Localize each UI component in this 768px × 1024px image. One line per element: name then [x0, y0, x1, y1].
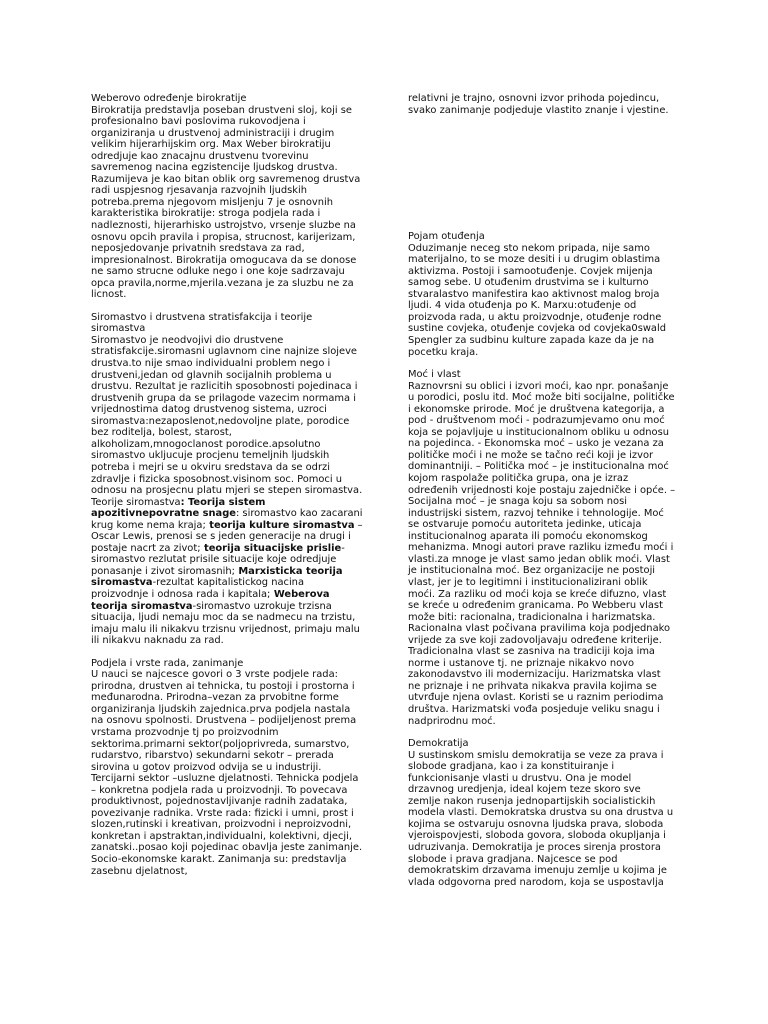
- theory-4-name: Marxisticka teorija siromastva: [91, 565, 343, 589]
- section-title-siromastvo: Siromastvo i drustvena stratisfakcija i teorije siromastva: [91, 311, 313, 335]
- section-body-moc-vlast: Raznovrsni su oblici i izvori moći, kao npr. ponašanje u porodici, poslu itd. Moć može biti socijalne, političke i ekonomske prirode. Moć je društvena kategorija, a pod - društvenom moći - podrazumjevamo onu moć koja se pojavljuje u institucionalnom obliku u odnosu na pojedinca. - Ekonomska moć – usko je vezana za političke moći i ne može se tačno reći koji je izvor dominantniji. – Politička moć – je institucionalna moć kojom raspolaže politička grupa, ona je izraz određenih vrijednosti koje postaju zajedničke i opće. – Socijalna moć – je snaga koju sa sobom nosi industrijski sistem, razvoj tehnike i tehnologije. Moć se ostvaruje pomoću autoriteta jedinke, uticaja institucionalnog aparata ili pomoću ekonomskog mehanizma. Mnogi autori prave razliku između moći i vlasti.za mnoge je vlast samo jedan oblik moći. Vlast je institucionalna moć. Bez organizacije ne postoji vlast, jer je to legitimni i institucionalizirani oblik moći. Za razliku od moći koja se kreće difuzno, vlast se kreće u određenim granicama. Po Webberu vlast može biti: racionalna, tradicionalna i harizmatska. Racionalna vlast počivana pravilima koja podjednako vrijede za sve koji zadovoljavaju određene kriterije. Tradicionalna vlast se zasniva na tradiciji koja ima norme i ustanove tj. ne priznaje nikakvo novo zakonodavstvo ili modernizaciju. Harizmatska vlast ne priznaje i ne prihvata nikakva pravila kojima se utvrđuje njena ovlast. Koristi se u raznim periodima društva. Harizmatski vođa posjeduje veliku snagu i nadprirodnu moć.: [408, 380, 676, 727]
- section-body-birokratija: Birokratija predstavlja poseban drustveni sloj, koji se profesionalno bavi poslovima rukovodjena i organiziranja u drustvenoj administraciji i drugim velikim hijerarhijskim org. Max Weber birokratiju odredjuje kao znacajnu drustvenu tvorevinu savremenog nacina egzistencije ljudskog drustva. Razumijeva je kao bitan oblik org savremenog drustva radi uspjesnog rjesavanja razvojnih ljudskih potreba.prema njegovom misljenju 7 je osnovnih karakteristika birokratije: stroga podjela rada i nadleznosti, hijerarhisko ustrojstvo, vrsenje sluzbe na osnovu opcih pravila i propisa, strucnost, karijerizam, neposjedovanje privatnih sredstava za rad, impresionalnost. Birokratija omogucava da se donose ne samo strucne odluke nego i one koje sadrzavaju opca pravila,norme,mjerila.vezana je za sluzbu ne za licnost.: [91, 104, 361, 301]
- section-siromastvo: [91, 312, 363, 647]
- theory-2-text: – Oscar Lewis, prenosi se s jeden generacije na drugi i postaje nacrt za zivot;: [91, 519, 363, 554]
- theory-3-text: -siromastvo rezlutat prisile situacije koje odredjuje ponasanje i zivot siromasnih;: [91, 542, 345, 577]
- section-title-otudjenje: Pojam otuđenja: [408, 231, 485, 243]
- theory-2-name: teorija kulture siromastva: [205, 519, 355, 531]
- left-column: [91, 93, 363, 877]
- theory-1-text: : siromastvo kao zacarani krug kome nema kraja;: [91, 508, 363, 531]
- section-body-demokratija: U sustinskom smislu demokratija se veze za prava i slobode gradjana, kao i za konstituiranje i funkcionisanje vlasti u drustvu. Ona je model drzavnog uredjenja, ideal kojem teze skoro sve zemlje nakon rusenja jednopartijskih socialistickih modela vlasti. Demokratska drustva su ona drustva u kojima se ostvaruju osnovna ljudska prava, sloboda vjeroispovjesti, sloboda govora, sloboda okupljanja i udruzivanja. Demokratija je proces sirenja prostora slobode i prava gradjana. Najcesce se pod demokratskim drzavama imenuju zemlje u kojima je vlada odgovorna pred narodom, koja se uspostavlja: [408, 749, 674, 888]
- theory-5-text: -siromastvo uzrokuje trzisna situacija, ljudi nemaju moc da se nadmecu na trzistu, imaju malu ili nikakvu trzisnu vrijednost, primaju malu ili nikakvu naknadu za rad.: [91, 600, 360, 647]
- continued-paragraph: relativni je trajno, osnovni izvor prihoda pojedincu, svako zanimanje podjeduje vlastito znanje i vjestine.: [408, 93, 669, 116]
- theory-5-name: Weberova teorija siromastva: [91, 588, 330, 612]
- right-column: [408, 93, 676, 888]
- theory-3-name: teorija situacijske prislie: [200, 542, 342, 554]
- section-title-podjela-rada: Podjela i vrste rada, zanimanje: [91, 657, 244, 669]
- section-title-demokratija: Demokratija: [408, 738, 469, 750]
- section-body-siromastvo: [91, 335, 363, 647]
- section-title-moc-vlast: Moć i vlast: [408, 369, 461, 381]
- section-body-otudjenje: Oduzimanje neceg sto nekom pripada, nije samo materijalno, to se moze desiti i u drugim oblastima aktivizma. Postoji i samootuđenje. Covjek mijenja samog sebe. U otuđenim drustvima se i kulturno stvaralastvo manifestira kao aktivnost malog broja ljudi. 4 vida otuđenja po K. Marxu:otuđenje od proizvoda rada, u aktu proizvodnje, otuđenje rodne sustine covjeka, otuđenje covjeka od covjeka0swald Spengler za sudbinu kulture zapada kaze da je na pocetku kraja.: [408, 242, 666, 358]
- siromastvo-intro: Siromastvo je neodvojivi dio drustvene stratisfakcije.siromasni uglavnom cine najnize slojeve drustva.to nije smao individualni problem nego i drustveni,jedan od glavnih socijalnih problema u drustvu. Rezultat je razlicitih sposobnosti pojedinaca i drustvenih grupa da se prilagode vazecim normama i vrijednostima datog drustvenog sistema, uzroci siromastva:nezaposlenot,nedovoljne plate, porodice bez roditelja, bolest, starost, alkoholizam,mnogoclanost porodice.apsolutno siromastvo ukljucuje procjenu temeljnih ljudskih potreba i mejri se u okviru sredstava da se odrzi zdravlje i fizicka sposobnost.visinom soc. Pomoci u odnosu na prosjecnu platu mjeri se stepen siromastva. Teorije siromastva: [91, 334, 363, 508]
- section-demokratija: [408, 738, 676, 888]
- section-podjela-rada: [91, 658, 363, 877]
- section-otudjenje: [408, 231, 676, 358]
- section-moc-vlast: [408, 369, 676, 727]
- section-title-birokratija: Weberovo određenje birokratije: [91, 93, 247, 104]
- section-body-podjela-rada: U nauci se najcesce govori o 3 vrste podjele rada: prirodna, drustven ai tehnicka, tu postoji i prostorna i međunarodna. Prirodna–vezan za prvobitne forme organiziranja ljudskih zajednica.prva podjela nastala na osnovu spolnosti. Drustvena – podijeljenost prema vrstama prozvodnje tj po proizvodnim sektorima.primarni sektor(poljoprivreda, sumarstvo, rudarstvo, ribarstvo) sekundarni sekotr – prerada sirovina u gotov proizvod odvija se u industriji. Tercijarni sektor –usluzne djelatnosti. Tehnicka podjela – konkretna podjela rada u proizvodnji. To povecava produktivnost, pojednostavljivanje radnih zadataka, povezivanje radnika. Vrste rada: fizicki i umni, prost i slozen,rutinski i kreativan, proizvodni i neproizvodni, konkretan i apstraktan,individualni, kolektivni, djecji, zanatski..posao koji pojedinac obavlja jeste zanimanje. Socio-ekonomske karakt. Zanimanja su: predstavlja zasebnu djelatnost,: [91, 669, 363, 877]
- theory-1-name: : Teorija sistem apozitivnepovratne snage: [91, 496, 266, 520]
- theory-4-text: -rezultat kapitalistickog nacina proizvodnje i odnosa rada i kapitala;: [91, 577, 304, 600]
